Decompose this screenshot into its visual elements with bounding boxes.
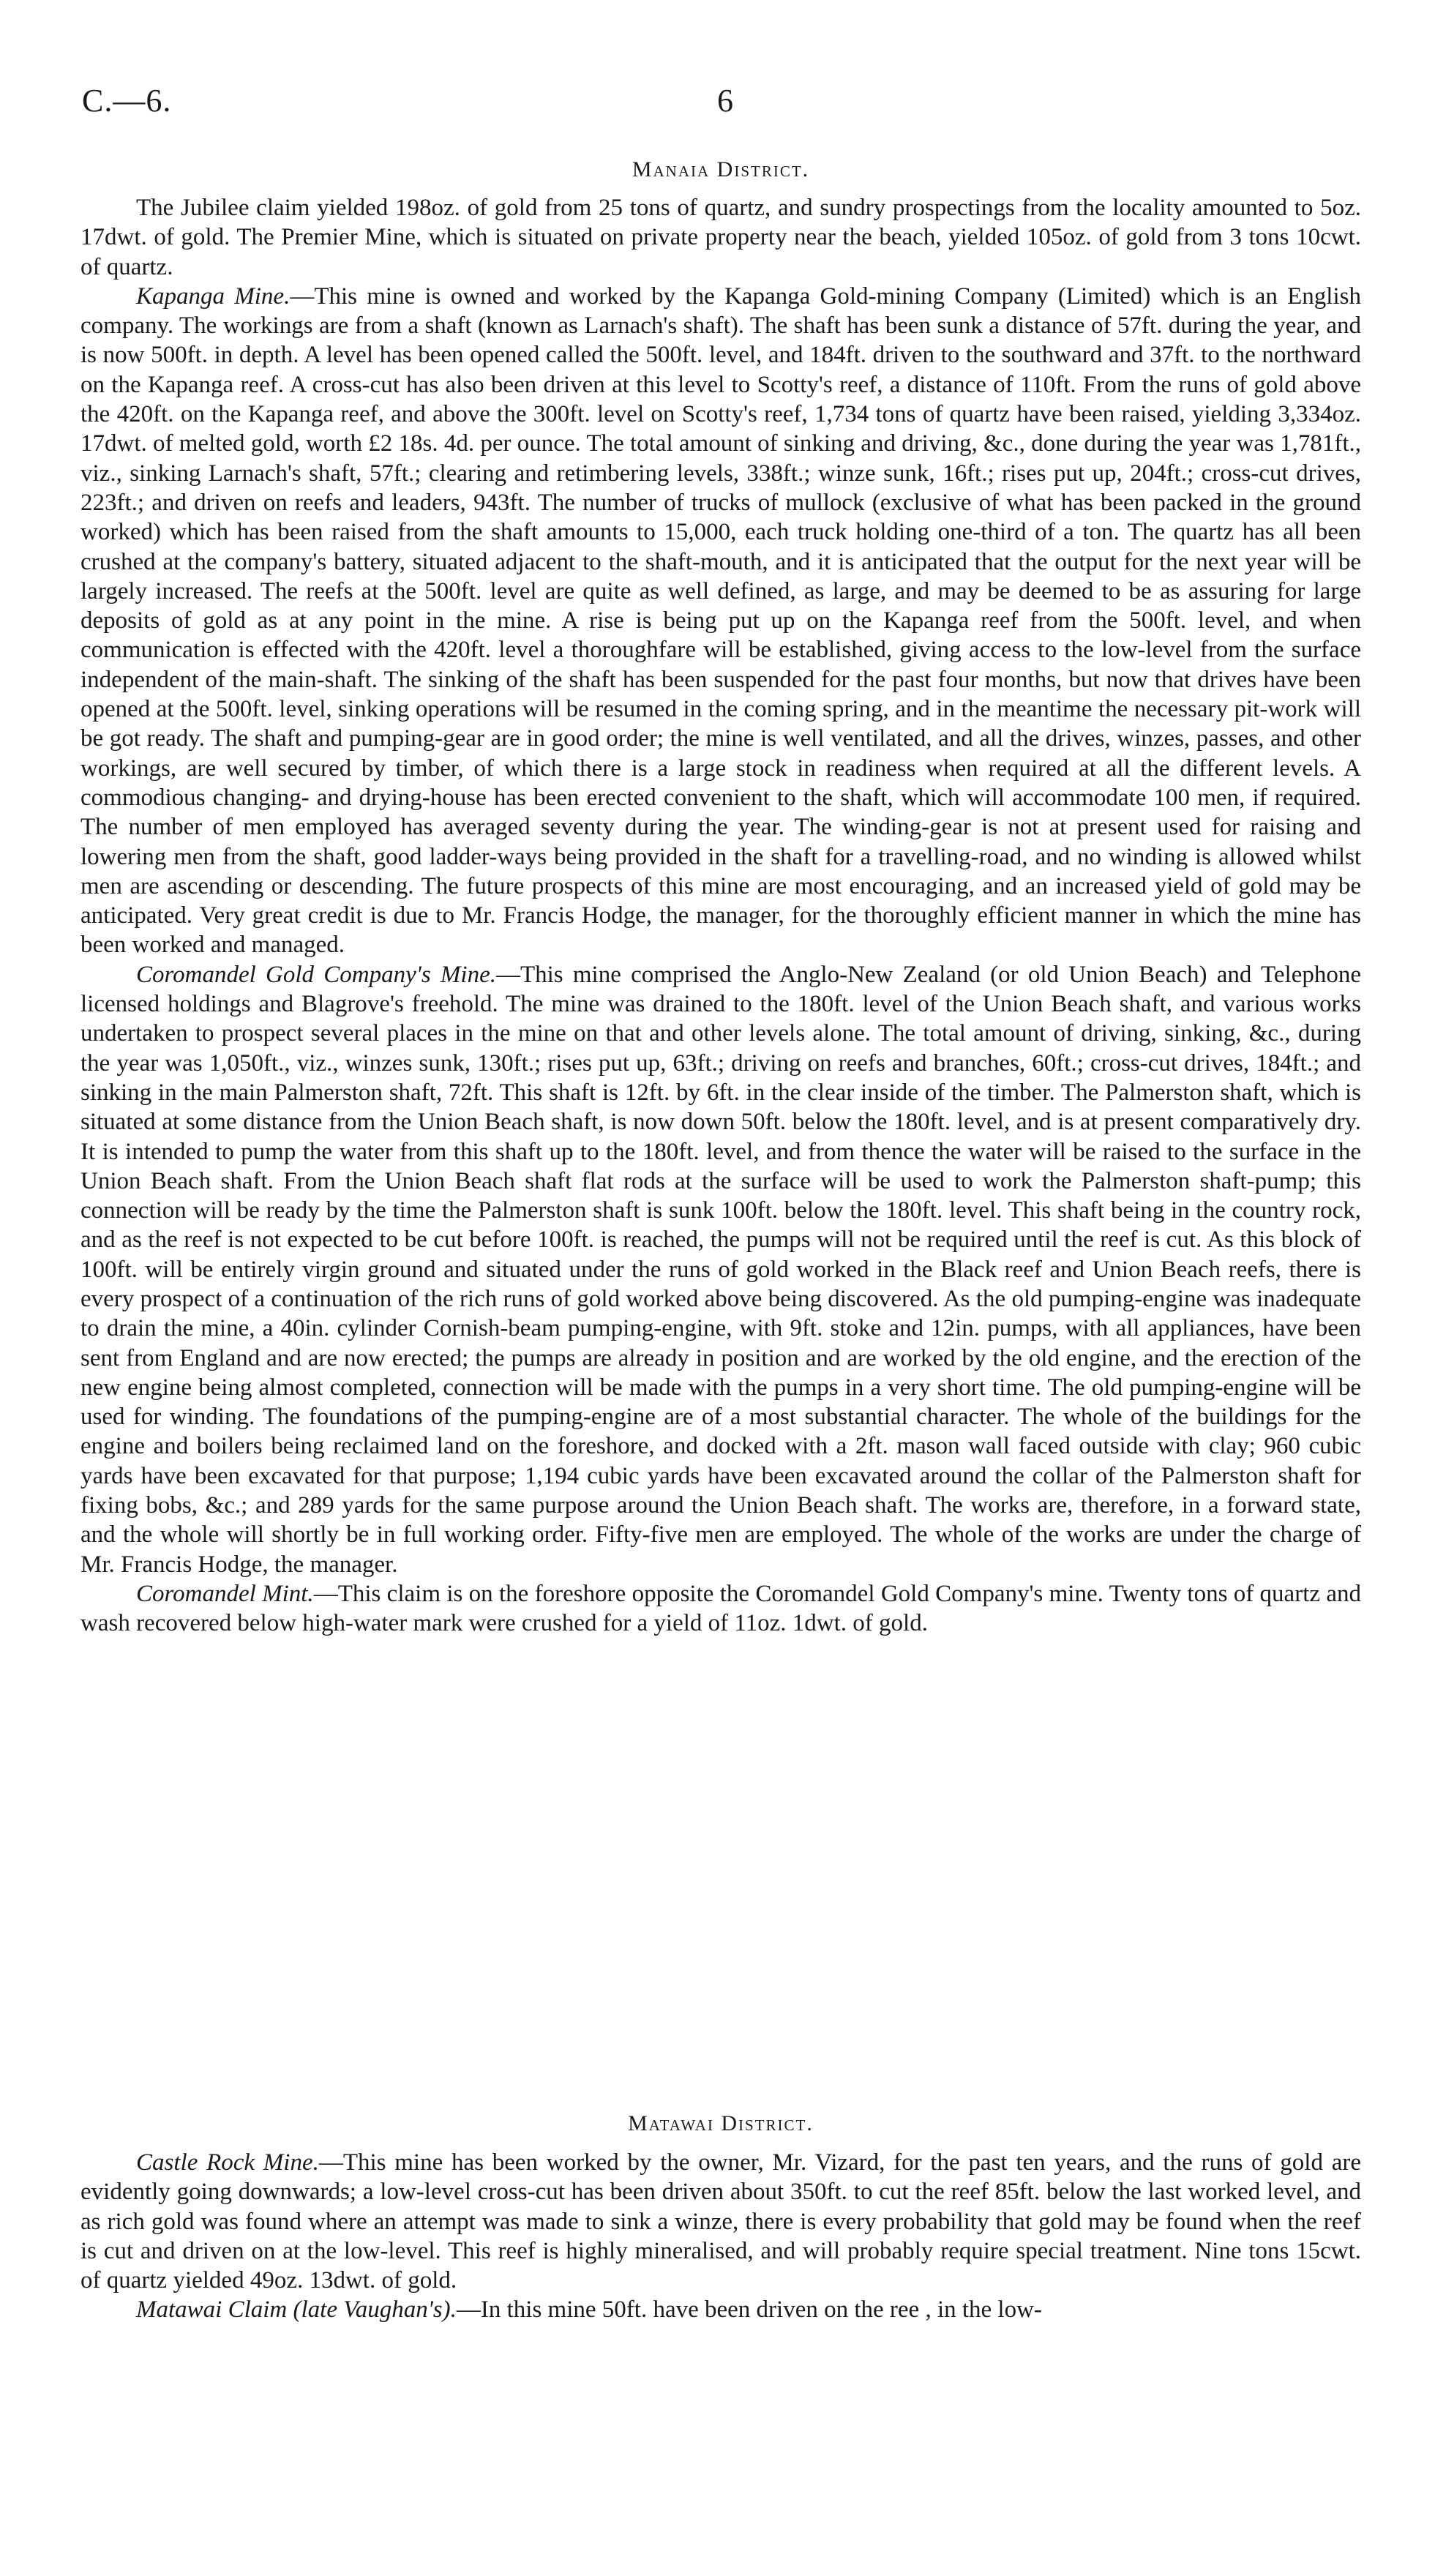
document-reference: C.—6.: [82, 83, 172, 119]
paragraph-lead: Matawai Claim (late Vaughan's).: [136, 2296, 457, 2324]
paragraph-coromandel-gold-company: [80, 960, 1361, 1579]
paragraph-text: —This mine is owned and worked by the Kapanga Gold-mining Company (Limited) which is an English company. The workings are from a shaft (known as Larnach's shaft). The shaft has been sunk a distance of 57ft. during the year, and is now 500ft. in depth. A level has been opened called the 500ft. level, and 184ft. driven to the southward and 37ft. to the northward on the Kapanga reef. A cross-cut has also been driven at this level to Scotty's reef, a distance of 110ft. From the runs of gold above the 420ft. on the Kapanga reef, and above the 300ft. level on Scotty's reef, 1,734 tons of quartz have been raised, yielding 3,334oz. 17dwt. of melted gold, worth £2 18s. 4d. per ounce. The total amount of sinking and driving, &c., done during the year was 1,781ft., viz., sinking Larnach's shaft, 57ft.; clearing and retimbering levels, 338ft.; winze sunk, 16ft.; rises put up, 204ft.; cross-cut drives, 223ft.; and driven on reefs and leaders, 943ft. The number of trucks of mullock (exclusive of what has been packed in the ground worked) which has been raised from the shaft amounts to 15,000, each truck holding one-third of a ton. The quartz has all been crushed at the company's battery, situated adjacent to the shaft-mouth, and it is anticipated that the output for the next year will be largely increased. The reefs at the 500ft. level are quite as well defined, as large, and may be deemed to be as assuring for large deposits of gold as at any point in the mine. A rise is being put up on the Kapanga reef from the 500ft. level, and when communication is effected with the 420ft. level a thoroughfare will be established, giving access to the low-level from the surface independent of the main-shaft. The sinking of the shaft has been suspended for the past four months, but now that drives have been opened at the 500ft. level, sinking operations will be resumed in the coming spring, and in the meantime the necessary pit-work will be got ready. The shaft and pumping-gear are in good order; the mine is well ventilated, and all the drives, winzes, passes, and other workings, are well secured by timber, of which there is a large stock in readiness when required at all the different levels. A commodious changing- and drying-house has been erected convenient to the shaft, which will accommodate 100 men, if required. The number of men employed has averaged seventy during the year. The winding-gear is not at present used for raising and lowering men from the shaft, good ladder-ways being provided in the shaft for a travelling-road, and no winding is allowed whilst men are ascending or descending. The future prospects of this mine are most encouraging, and an increased yield of gold may be anticipated. Very great credit is due to Mr. Francis Hodge, the manager, for the thoroughly efficient manner in which the mine has been worked and managed.: [80, 282, 1361, 959]
section-heading-matawai: Matawai District.: [628, 2111, 814, 2135]
page-number: 6: [717, 83, 733, 119]
paragraph-lead: Castle Rock Mine.: [136, 2149, 319, 2176]
matawai-section-body: [80, 2148, 1361, 2325]
paragraph-lead: Coromandel Gold Company's Mine.: [136, 961, 496, 988]
paragraph-castle-rock-mine: [80, 2148, 1361, 2295]
paragraph-text: The Jubilee claim yielded 198oz. of gold from 25 tons of quartz, and sundry prospectings from the locality amounted to 5oz. 17dwt. of gold. The Premier Mine, which is situated on private property near the beach, yielded 105oz. of gold from 3 tons 10cwt. of quartz.: [80, 195, 1361, 280]
paragraph-text: —This mine has been worked by the owner, Mr. Vizard, for the past ten years, and the runs of gold are evidently going downwards; a low-level cross-cut has been driven about 350ft. to cut the reef 85ft. below the last worked level, and as rich gold was found where an attempt was made to sink a winze, there is every probability that gold may be found when the reef is cut and driven on at the low-level. This reef is highly mineralised, and will probably require special treatment. Nine tons 15cwt. of quartz yielded 49oz. 13dwt. of gold.: [80, 2149, 1361, 2294]
paragraph-lead: Coromandel Mint.: [136, 1580, 314, 1607]
page-header: [82, 82, 1363, 126]
paragraph-matawai-claim: [80, 2295, 1361, 2324]
paragraph-lead: Kapanga Mine.: [136, 282, 291, 310]
paragraph-text: —In this mine 50ft. have been driven on the ree , in the low-: [456, 2296, 1042, 2324]
paragraph-text: —This claim is on the foreshore opposite the Coromandel Gold Company's mine. Twenty tons of quartz and wash recovered below high-water mark were crushed for a yield of 11oz. 1dwt. of gold.: [80, 1580, 1361, 1637]
manaia-section-body: [80, 193, 1361, 1639]
paragraph-kapanga-mine: [80, 282, 1361, 960]
section-heading-manaia: Manaia District.: [632, 157, 810, 181]
paragraph-coromandel-mint: [80, 1579, 1361, 1639]
paragraph-text: —This mine comprised the Anglo-New Zealand (or old Union Beach) and Telephone licensed holdings and Blagrove's freehold. The mine was drained to the 180ft. level of the Union Beach shaft, and various works undertaken to prospect several places in the mine on that and other levels alone. The total amount of driving, sinking, &c., during the year was 1,050ft., viz., winzes sunk, 130ft.; rises put up, 63ft.; driving on reefs and branches, 60ft.; cross-cut drives, 184ft.; and sinking in the main Palmerston shaft, 72ft. This shaft is 12ft. by 6ft. in the clear inside of the timber. The Palmerston shaft, which is situated at some distance from the Union Beach shaft, is now down 50ft. below the 180ft. level, and is at present comparatively dry. It is intended to pump the water from this shaft up to the 180ft. level, and from thence the water will be raised to the surface in the Union Beach shaft. From the Union Beach shaft flat rods at the surface will be used to work the Palmerston shaft-pump; this connection will be ready by the time the Palmerston shaft is sunk 100ft. below the 180ft. level. This shaft being in the country rock, and as the reef is not expected to be cut before 100ft. is reached, the pumps will not be required until the reef is cut. As this block of 100ft. will be entirely virgin ground and situated under the runs of gold worked in the Black reef and Union Beach reefs, there is every prospect of a continuation of the rich runs of gold worked above being discovered. As the old pumping-engine was inadequate to drain the mine, a 40in. cylinder Cornish-beam pumping-engine, with 9ft. stoke and 12in. pumps, with all appliances, have been sent from England and are now erected; the pumps are already in position and are worked by the old engine, and the erection of the new engine being almost completed, connection will be made with the pumps in a very short time. The old pumping-engine will be used for winding. The foundations of the pumping-engine are of a most substantial character. The whole of the buildings for the engine and boilers being reclaimed land on the foreshore, and docked with a 2ft. mason wall faced outside with clay; 960 cubic yards have been excavated for that purpose; 1,194 cubic yards have been excavated around the collar of the Palmerston shaft for fixing bobs, &c.; and 289 yards for the same purpose around the Union Beach shaft. The works are, therefore, in a forward state, and the whole will shortly be in full working order. Fifty-five men are employed. The whole of the works are under the charge of Mr. Francis Hodge, the manager.: [80, 961, 1361, 1578]
paragraph-jubilee-premier: [80, 193, 1361, 282]
